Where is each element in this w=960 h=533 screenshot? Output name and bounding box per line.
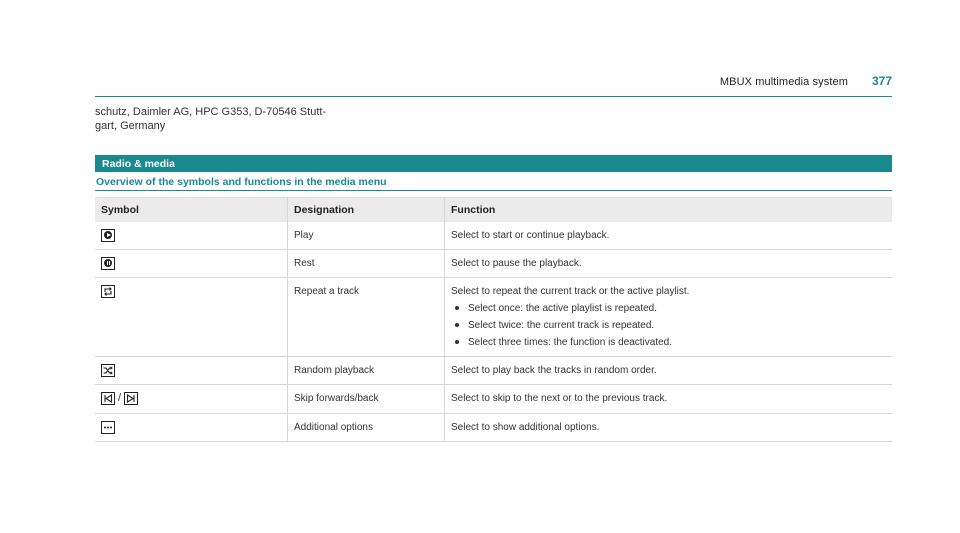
function-cell xyxy=(445,278,893,357)
intro-line-1: schutz, Daimler AG, HPC G353, D-70546 Stutt- xyxy=(95,106,327,118)
page-header xyxy=(95,72,892,97)
table-row xyxy=(95,413,892,441)
symbol-cell xyxy=(95,222,288,250)
bullet-list xyxy=(451,302,886,349)
section-title: Radio & media xyxy=(102,158,175,170)
function-cell: Select to pause the playback. xyxy=(445,250,893,278)
function-cell: Select to play back the tracks in random order. xyxy=(445,357,893,385)
section-heading xyxy=(95,155,892,172)
table-row xyxy=(95,222,892,250)
symbol-cell xyxy=(95,385,288,413)
function-cell: Select to show additional options. xyxy=(445,413,893,441)
pause-icon xyxy=(101,257,115,270)
table-row xyxy=(95,357,892,385)
symbols-table xyxy=(95,197,892,442)
function-cell: Select to start or continue playback. xyxy=(445,222,893,250)
designation-cell: Rest xyxy=(288,250,445,278)
symbol-cell xyxy=(95,413,288,441)
function-text: Select to repeat the current track or the active playlist. xyxy=(451,286,690,298)
symbol-cell xyxy=(95,250,288,278)
skip-forward-icon xyxy=(124,392,138,405)
designation-cell: Random playback xyxy=(288,357,445,385)
page-number: 377 xyxy=(871,74,892,88)
designation-cell: Additional options xyxy=(288,413,445,441)
shuffle-icon xyxy=(101,364,115,377)
column-header-symbol: Symbol xyxy=(95,198,288,223)
function-cell: Select to skip to the next or to the previous track. xyxy=(445,385,893,413)
repeat-icon xyxy=(101,285,115,298)
list-item: Select three times: the function is deactivated. xyxy=(451,336,886,349)
header-title: MBUX multimedia system xyxy=(719,76,848,88)
column-header-function: Function xyxy=(445,198,893,223)
table-row xyxy=(95,250,892,278)
play-icon xyxy=(101,229,115,242)
table-header-row xyxy=(95,198,892,223)
symbol-cell xyxy=(95,357,288,385)
list-item: Select once: the active playlist is repeated. xyxy=(451,302,886,315)
more-options-icon xyxy=(101,421,115,434)
icon-separator: / xyxy=(118,392,122,405)
symbol-cell xyxy=(95,278,288,357)
table-row xyxy=(95,278,892,357)
designation-cell: Skip forwards/back xyxy=(288,385,445,413)
intro-text xyxy=(95,105,385,133)
subsection-heading xyxy=(95,176,892,191)
list-item: Select twice: the current track is repeated. xyxy=(451,319,886,332)
designation-cell: Play xyxy=(288,222,445,250)
skip-back-icon xyxy=(101,392,115,405)
intro-line-2: gart, Germany xyxy=(95,120,166,132)
column-header-designation: Designation xyxy=(288,198,445,223)
designation-cell: Repeat a track xyxy=(288,278,445,357)
subsection-title: Overview of the symbols and functions in the media menu xyxy=(96,176,387,188)
table-row xyxy=(95,385,892,413)
